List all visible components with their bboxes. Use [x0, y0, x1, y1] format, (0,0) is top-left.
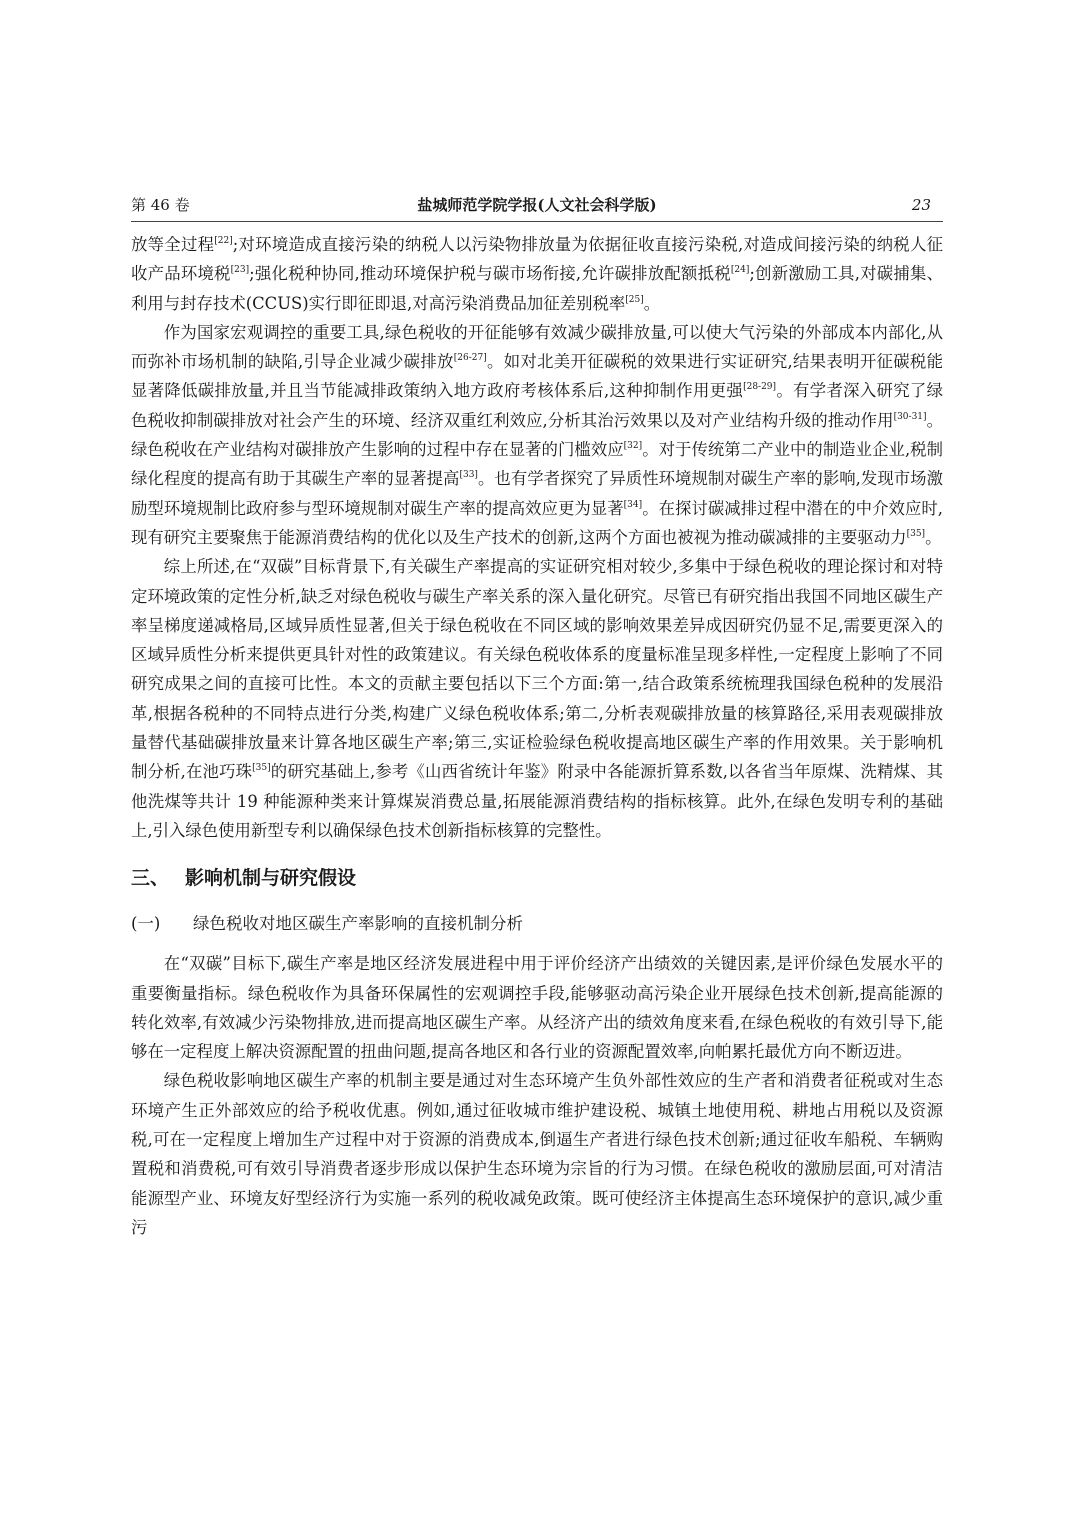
text-run: ;对环境造成直接污染的纳税人以污染物排放量为依据征收直接污染税,对造成间接污染的纳税人征收产品环境税 — [131, 235, 943, 284]
article-body — [131, 230, 943, 1242]
subsection-heading — [131, 909, 943, 939]
page-number: 23 — [911, 196, 931, 214]
citation-ref: [35] — [252, 763, 271, 774]
citation-ref: [25] — [625, 294, 644, 305]
paragraph-1 — [131, 230, 943, 318]
text-run: 。在探讨碳减排过程中潜在的中介效应时,现有研究主要聚焦于能源消费结构的优化以及生产技术的创新,这两个方面也被视为推动碳减排的主要驱动力 — [131, 498, 943, 547]
citation-ref: [23] — [230, 265, 250, 276]
citation-ref: [35] — [906, 528, 926, 539]
paragraph-3 — [131, 552, 943, 845]
text-run: ;强化税种协同,推动环境保护税与碳市场衔接,允许碳排放配额抵税 — [249, 264, 731, 284]
text-run: 放等全过程 — [131, 235, 215, 254]
volume-label: 第 46 卷 — [131, 196, 190, 214]
citation-ref: [33] — [459, 470, 478, 481]
citation-ref: [34] — [623, 499, 643, 510]
text-run: 。如对北美开征碳税的效果进行实证研究,结果表明开征碳税能显著降低碳排放量,并且当节能减排政策纳入地方政府考核体系后,这种抑制作用更强 — [131, 352, 943, 401]
section-number: 三、 — [131, 867, 170, 890]
text-run: 。对于传统第二产业中的制造业企业,税制绿化程度的提高有助于其碳生产率的显著提高 — [131, 440, 943, 489]
text-run: 作为国家宏观调控的重要工具,绿色税收的开征能够有效减少碳排放量,可以使大气污染的外部成本内部化,从而弥补市场机制的缺陷,引导企业减少碳排放 — [131, 322, 943, 372]
text-run: 。绿色税收在产业结构对碳排放产生影响的过程中存在显著的门槛效应 — [131, 410, 943, 460]
text-run: 。也有学者探究了异质性环境规制对碳生产率的影响,发现市场激励型环境规制比政府参与型环境规制对碳生产率的提高效应更为显著 — [131, 469, 943, 518]
paragraph-2 — [131, 318, 943, 552]
text-run: 。 — [925, 527, 942, 547]
citation-ref: [22] — [214, 236, 233, 246]
text-run: 综上所述,在“双碳”目标背景下,有关碳生产率提高的实证研究相对较少,多集中于绿色税收的理论探讨和对特定环境政策的定性分析,缺乏对绿色税收与碳生产率关系的深入量化研究。尽管已有研究指出我国不同地区碳生产率呈梯度递减格局,区域异质性显著,但关于绿色税收在不同区域的影响效果差异成因研究仍显不足,需要更深入的区域异质性分析来提供更具针对性的政策建议。有关绿色税收体系的度量标准呈现多样性,一定程度上影响了不同研究成果之间的直接可比性。本文的贡献主要包括以下三个方面:第一,结合政策系统梳理我国绿色税种的发展沿革,根据各税种的不同特点进行分类,构建广义绿色税收体系;第二,分析表观碳排放量的核算路径,采用表观碳排放量替代基础碳排放量来计算各地区碳生产率;第三,实证检验绿色税收提高地区碳生产率的作用效果。关于影响机制分析,在池巧珠 — [131, 557, 943, 782]
section-heading — [131, 861, 943, 895]
citation-ref: [32] — [623, 441, 643, 452]
text-run: 。有学者深入研究了绿色税收抑制碳排放对社会产生的环境、经济双重红利效应,分析其治污效果以及对产业结构升级的推动作用 — [131, 381, 944, 430]
citation-ref: [30-31] — [893, 411, 927, 422]
paragraph-4: 在“双碳”目标下,碳生产率是地区经济发展进程中用于评价经济产出绩效的关键因素,是评价绿色发展水平的重要衡量指标。绿色税收作为具备环保属性的宏观调控手段,能够驱动高污染企业开展绿色技术创新,提高能源的转化效率,有效减少污染物排放,进而提高地区碳生产率。从经济产出的绩效角度来看,在绿色税收的有效引导下,能够在一定程度上解决资源配置的扭曲问题,提高各地区和各行业的资源配置效率,向帕累托最优方向不断迈进。 — [131, 954, 943, 1062]
header-rule — [131, 221, 943, 222]
journal-title: 盐城师范学院学报(人文社会科学版) — [417, 196, 657, 214]
subsection-title: 绿色税收对地区碳生产率影响的直接机制分析 — [193, 914, 523, 934]
paragraph-5: 绿色税收影响地区碳生产率的机制主要是通过对生态环境产生负外部性效应的生产者和消费者征税或对生态环境产生正外部效应的给予税收优惠。例如,通过征收城市维护建设税、城镇土地使用税、耕地占用税以及资源税,可在一定程度上增加生产过程中对于资源的消费成本,倒逼生产者进行绿色技术创新;通过征收车船税、车辆购置税和消费税,可有效引导消费者逐步形成以保护生态环境为宗旨的行为习惯。在绿色税收的激励层面,可对清洁能源型产业、环境友好型经济行为实施一系列的税收减免政策。既可使经济主体提高生态环境保护的意识,减少重污 — [131, 1071, 943, 1237]
citation-ref: [24] — [730, 265, 750, 276]
text-run: 的研究基础上,参考《山西省统计年鉴》附录中各能源折算系数,以各省当年原煤、洗精煤、其他洗煤等共计 19 种能源种类来计算煤炭消费总量,拓展能源消费结构的指标核算。此外,在绿色发明专利的基础上,引入绿色使用新型专利以确保绿色技术创新指标核算的完整性。 — [131, 762, 943, 840]
running-header — [131, 190, 943, 220]
section-title: 影响机制与研究假设 — [185, 867, 357, 890]
subsection-number: (一) — [131, 914, 161, 934]
text-run: ;创新激励工具,对碳捕集、利用与封存技术(CCUS)实行即征即退,对高污染消费品加征差别税率 — [131, 264, 944, 313]
citation-ref: [28-29] — [743, 382, 777, 393]
text-run: 。 — [643, 293, 661, 313]
citation-ref: [26-27] — [453, 353, 487, 364]
